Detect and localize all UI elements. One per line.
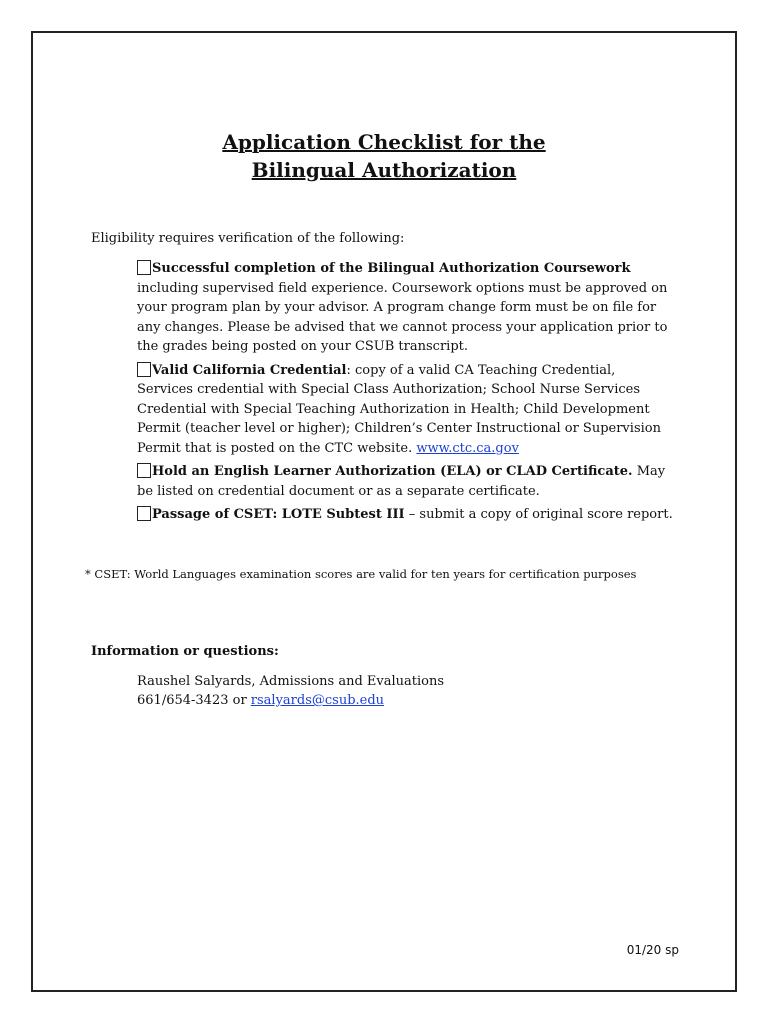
checkbox-cset[interactable] bbox=[137, 506, 151, 521]
contact-name: Raushel Salyards, Admissions and Evaluations bbox=[137, 674, 445, 689]
item-bold: Passage of CSET: LOTE Subtest III bbox=[152, 507, 405, 522]
checklist-item-ela bbox=[137, 462, 673, 501]
item-text: May be listed on credential document or as a separate certificate. bbox=[137, 464, 666, 499]
document-code: 01/20 sp bbox=[626, 943, 679, 957]
checkbox-ela[interactable] bbox=[137, 463, 151, 478]
title-line-1: Application Checklist for the bbox=[222, 130, 546, 154]
document-page bbox=[31, 31, 737, 992]
item-text: including supervised field experience. Coursework options must be approved on your program plan by your advisor. A program change form must be on file for any changes. Please be advised that we cannot process your application prior to the grades being posted on your CSUB transcript. bbox=[137, 280, 668, 354]
info-heading: Information or questions: bbox=[91, 644, 279, 659]
cset-footnote: * CSET: World Languages examination scores are valid for ten years for certification purposes bbox=[85, 567, 637, 581]
checklist bbox=[137, 259, 673, 529]
checklist-item-coursework bbox=[137, 259, 673, 357]
ctc-website-link[interactable]: www.ctc.ca.gov bbox=[416, 440, 519, 456]
contact-block bbox=[137, 672, 444, 710]
checklist-item-cset bbox=[137, 505, 673, 525]
item-text: – submit a copy of original score report. bbox=[404, 507, 673, 522]
contact-line bbox=[137, 691, 444, 710]
item-text: : copy of a valid CA Teaching Credential, Services credential with Special Class Authorization; School Nurse Services Credential with Special Teaching Authorization in Health; Child Development Permit (teacher level or higher); Children’s Center Instructional or Supervision Permit that is posted on the CTC website. bbox=[137, 362, 661, 456]
item-bold: Valid California Credential bbox=[152, 362, 347, 378]
title-line-2: Bilingual Authorization bbox=[251, 158, 517, 182]
contact-email-link[interactable]: rsalyards@csub.edu bbox=[250, 693, 385, 708]
checkbox-credential[interactable] bbox=[137, 362, 151, 377]
checklist-item-credential bbox=[137, 361, 673, 459]
eligibility-intro: Eligibility requires verification of the following: bbox=[91, 231, 405, 246]
item-bold: Successful completion of the Bilingual Authorization Coursework bbox=[152, 261, 631, 276]
item-bold: Hold an English Learner Authorization (ELA) or CLAD Certificate. bbox=[152, 464, 633, 479]
contact-phone: 661/654-3423 or bbox=[137, 693, 251, 708]
checkbox-coursework[interactable] bbox=[137, 260, 151, 275]
